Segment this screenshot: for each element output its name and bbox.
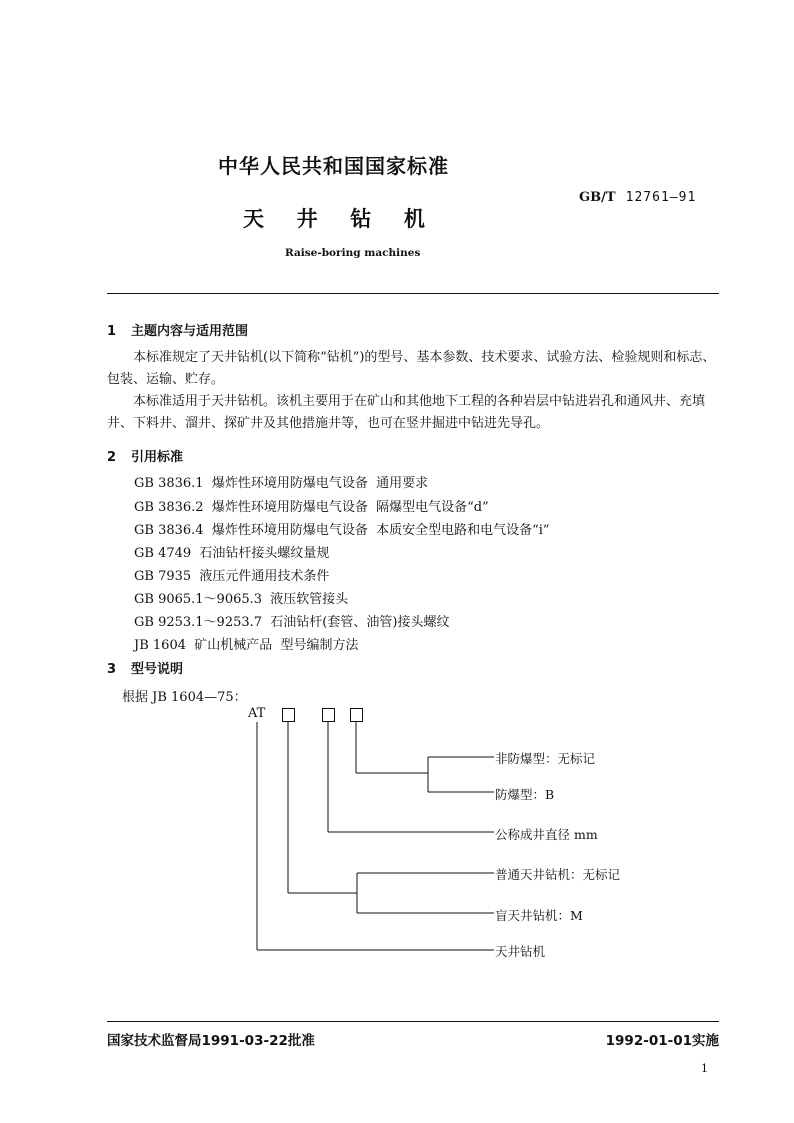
standard-number — [579, 190, 696, 205]
reference-item: GB 3836.4 爆炸性环境用防爆电气设备 本质安全型电路和电气设备“i” — [134, 523, 550, 538]
model-box-1 — [282, 708, 295, 722]
section-3-title: 型号说明 — [131, 662, 184, 677]
section-1-paragraph-2: 本标准适用于天井钻机。该机主要用于在矿山和其他地下工程的各种岩层中钻进岩孔和通风井、充填井、下料井、溜井、探矿井及其他措施井等，也可在竖井掘进中钻进先导孔。 — [107, 394, 706, 431]
label-blind-raise: 盲天井钻机：M — [495, 908, 583, 923]
reference-item: GB 9253.1～9253.7 石油钻杆(套管、油管)接头螺纹 — [134, 615, 450, 630]
implementation-date: 1992-01-01实施 — [605, 1033, 719, 1049]
model-box-2 — [322, 708, 335, 722]
reference-item: JB 1604 矿山机械产品 型号编制方法 — [134, 638, 359, 653]
label-normal-raise: 普通天井钻机：无标记 — [495, 867, 621, 882]
section-1-title: 主题内容与适用范围 — [131, 324, 249, 339]
standard-number-value: 12761—91 — [625, 190, 697, 205]
reference-item: GB 4749 石油钻杆接头螺纹量规 — [134, 546, 330, 561]
section-1-heading — [107, 320, 248, 339]
model-basis: 根据 JB 1604—75： — [122, 690, 247, 705]
approval-line: 国家技术监督局1991-03-22批准 — [107, 1033, 315, 1049]
label-raise-boring: 天井钻机 — [495, 944, 546, 959]
section-2-heading — [107, 446, 183, 465]
label-explosion-proof: 防爆型：B — [495, 787, 555, 802]
label-non-explosion-proof: 非防爆型：无标记 — [495, 751, 596, 766]
section-1-paragraph-1: 本标准规定了天井钻机(以下简称“钻机”)的型号、基本参数、技术要求、试验方法、检验规则和标志、包装、运输、贮存。 — [107, 350, 716, 387]
model-box-3 — [350, 708, 363, 722]
reference-item: GB 7935 液压元件通用技术条件 — [134, 569, 330, 584]
page-number: 1 — [701, 1062, 708, 1075]
header-divider — [107, 293, 719, 294]
document-title: 天 井 钻 机 — [243, 207, 431, 231]
section-3-number: 3 — [107, 662, 117, 677]
reference-item: GB 3836.2 爆炸性环境用防爆电气设备 隔爆型电气设备“d” — [134, 500, 489, 515]
document-title-english: Raise-boring machines — [285, 247, 421, 259]
footer-divider — [107, 1021, 719, 1022]
section-2-number: 2 — [107, 450, 117, 465]
model-prefix: AT — [248, 706, 266, 721]
section-2-title: 引用标准 — [131, 450, 184, 465]
label-diameter: 公称成井直径 mm — [495, 827, 598, 842]
section-3-heading — [107, 658, 183, 677]
standard-number-prefix: GB/T — [579, 190, 616, 205]
reference-item: GB 9065.1～9065.3 液压软管接头 — [134, 592, 349, 607]
national-standard-title: 中华人民共和国国家标准 — [218, 154, 449, 178]
section-1-number: 1 — [107, 324, 117, 339]
reference-item: GB 3836.1 爆炸性环境用防爆电气设备 通用要求 — [134, 476, 429, 491]
